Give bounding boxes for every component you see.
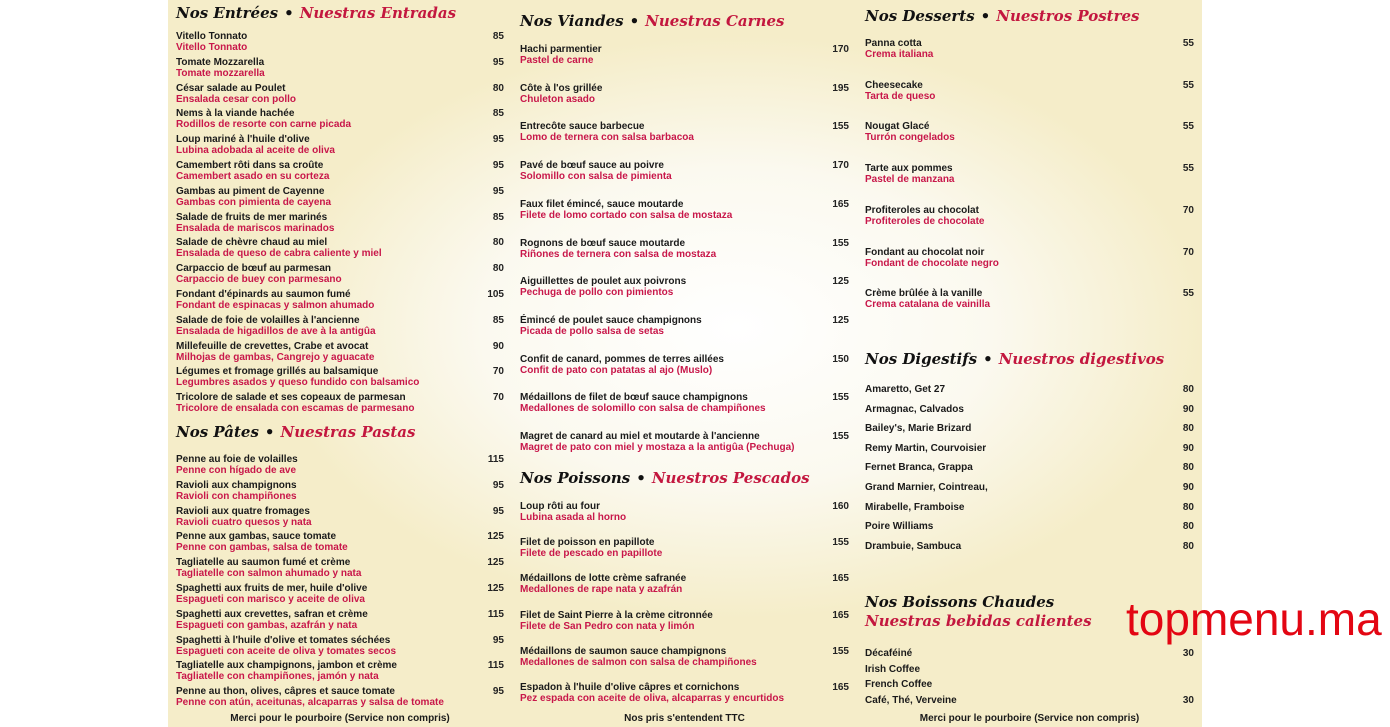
menu-item: [176, 263, 504, 285]
dish-name-es: Magret de pato con miel y mostaza a la antigûa (Pechuga): [520, 442, 795, 453]
section-title-es: Nuestras Entradas: [299, 4, 457, 22]
dish-name-fr: Tomate Mozzarella: [176, 56, 265, 68]
price: 80: [492, 263, 504, 275]
dish-name-fr: Nougat Glacé: [865, 121, 930, 133]
section-title-es: Nuestros Postres: [996, 7, 1140, 25]
price: 165: [832, 609, 849, 621]
price: 55: [1182, 79, 1194, 91]
dish-name-es: Ravioli cuatro quesos y nata: [176, 516, 312, 528]
price: 85: [492, 108, 504, 120]
price: 80: [492, 82, 504, 94]
menu-item: [520, 537, 849, 559]
section-title-es: Nuestras Pastas: [280, 423, 416, 441]
dish-name-fr: Faux filet émincé, sauce moutarde: [520, 198, 684, 210]
dish-name-fr: Décaféiné: [865, 648, 913, 659]
price: 95: [492, 479, 504, 491]
dish-name-fr: Profiteroles au chocolat: [865, 204, 979, 216]
dish-name-es: Crema italiana: [865, 49, 934, 60]
dish-name-fr: Nems à la viande hachée: [176, 108, 295, 120]
dish-name-es: Tricolore de ensalada con escamas de parmesano: [176, 403, 415, 415]
dish-name-fr: Armagnac, Calvados: [865, 403, 964, 415]
menu-item: [176, 57, 504, 79]
price: 55: [1182, 38, 1194, 49]
menu-item: [865, 288, 1194, 310]
price: 55: [1182, 121, 1194, 133]
price: 170: [832, 44, 849, 55]
menu-item: [865, 121, 1194, 143]
dish-name-fr: Remy Martin, Courvoisier: [865, 442, 987, 454]
dish-name-es: Penne con atún, aceitunas, alcaparras y salsa de tomate: [176, 697, 444, 709]
menu-item: [176, 686, 504, 708]
dish-name-fr: Magret de canard au miel et moutarde à l'ancienne: [520, 431, 760, 442]
menu-item: [865, 443, 1194, 454]
menu-item: [520, 44, 849, 66]
dish-name-fr: César salade au Poulet: [176, 82, 286, 94]
dish-name-fr: Loup rôti au four: [520, 501, 600, 512]
price: 155: [832, 537, 849, 549]
menu-item: [176, 392, 504, 414]
price: 105: [487, 289, 504, 300]
menu-item: [865, 404, 1194, 415]
bullet-separator: •: [636, 469, 646, 487]
dish-name-fr: Camembert rôti dans sa croûte: [176, 160, 324, 171]
menu-item: [865, 247, 1194, 269]
price: 95: [492, 134, 504, 146]
dish-name-fr: Café, Thé, Verveine: [865, 694, 957, 706]
dish-name-fr: Panna cotta: [865, 38, 922, 49]
dish-name-es: Espagueti con aceite de oliva y tomates secos: [176, 645, 397, 657]
dish-name-fr: Médaillons de filet de bœuf sauce champignons: [520, 392, 748, 404]
dish-name-es: Riñones de ternera con salsa de mostaza: [520, 248, 717, 260]
dish-name-es: Crema catalana de vainilla: [865, 299, 991, 311]
menu-item: [176, 583, 504, 605]
price: 80: [1182, 521, 1194, 533]
section-heading: [865, 593, 1092, 631]
menu-item: [176, 134, 504, 156]
dish-name-fr: French Coffee: [865, 679, 933, 690]
dish-name-es: Chuleton asado: [520, 93, 596, 105]
dish-name-es: Lubina asada al horno: [520, 512, 627, 523]
menu-item: [520, 315, 849, 337]
menu-item: [520, 276, 849, 298]
section-title-es: Nuestras Carnes: [645, 12, 785, 30]
dish-name-es: Penne con hígado de ave: [176, 465, 297, 476]
menu-item: [520, 431, 849, 453]
dish-name-es: Vitello Tonnato: [176, 42, 248, 53]
price: 150: [832, 353, 849, 365]
menu-item: [865, 423, 1194, 434]
price: 80: [492, 237, 504, 249]
section-title-fr: Nos Desserts: [865, 7, 975, 25]
dish-name-es: Carpaccio de buey con parmesano: [176, 274, 342, 286]
menu-item: [176, 212, 504, 234]
price: 195: [832, 82, 849, 94]
menu-item: [520, 392, 849, 414]
section-heading: [176, 423, 415, 441]
dish-name-fr: Aiguillettes de poulet aux poivrons: [520, 276, 687, 288]
dish-name-fr: Carpaccio de bœuf au parmesan: [176, 263, 332, 275]
dish-name-es: Camembert asado en su corteza: [176, 171, 330, 182]
dish-name-es: Milhojas de gambas, Cangrejo y aguacate: [176, 351, 375, 363]
price: 80: [1182, 501, 1194, 513]
dish-name-fr: Fondant au chocolat noir: [865, 246, 985, 258]
bullet-separator: •: [284, 4, 294, 22]
price: 155: [832, 645, 849, 657]
dish-name-es: Filete de lomo cortado con salsa de mostaza: [520, 209, 733, 221]
menu-item: [176, 635, 504, 657]
dish-name-es: Lubina adobada al aceite de oliva: [176, 145, 335, 157]
dish-name-es: Ravioli con champiñones: [176, 490, 297, 502]
menu-item: [520, 238, 849, 260]
dish-name-es: Pastel de carne: [520, 55, 594, 66]
dish-name-fr: Tricolore de salade et ses copeaux de parmesan: [176, 392, 406, 404]
price: 95: [492, 686, 504, 698]
dish-name-fr: Loup mariné à l'huile d'olive: [176, 134, 310, 146]
dish-name-es: Espagueti con gambas, azafrán y nata: [176, 619, 358, 631]
menu-item: [520, 121, 849, 143]
dish-name-es: Medallones de rape nata y azafrán: [520, 584, 683, 596]
section-title-fr: Nos Digestifs: [865, 350, 978, 368]
price: 125: [487, 583, 504, 594]
price: 90: [1182, 403, 1194, 415]
price: 170: [832, 160, 849, 172]
section-title-es: Nuestras bebidas calientes: [865, 612, 1092, 630]
dish-name-fr: Drambuie, Sambuca: [865, 540, 962, 552]
menu-item: [176, 557, 504, 579]
dish-name-es: Pastel de manzana: [865, 174, 955, 186]
dish-name-fr: Salade de fruits de mer marinés: [176, 211, 328, 223]
price: 70: [1182, 246, 1194, 258]
dish-name-fr: Tagliatelle au saumon fumé et crème: [176, 557, 351, 569]
section-title-fr: Nos Pâtes: [176, 423, 259, 441]
price: 30: [1182, 648, 1194, 659]
price: 70: [1182, 204, 1194, 216]
dish-name-es: Espagueti con marisco y aceite de oliva: [176, 594, 365, 605]
dish-name-fr: Tarte aux pommes: [865, 163, 953, 175]
dish-name-es: Tarta de queso: [865, 90, 936, 102]
menu-item: [865, 462, 1194, 473]
watermark-logo: topmenu.ma: [1126, 593, 1382, 645]
menu-item: [520, 160, 849, 182]
price: 155: [832, 392, 849, 404]
section-title-es: Nuestros Pescados: [651, 469, 810, 487]
menu-item: [865, 205, 1194, 227]
dish-name-fr: Filet de poisson en papillote: [520, 537, 655, 549]
section-heading: [520, 12, 784, 30]
dish-name-fr: Émincé de poulet sauce champignons: [520, 314, 702, 326]
dish-name-es: Medallones de salmon con salsa de champiñones: [520, 656, 757, 668]
dish-name-fr: Spaghetti aux fruits de mer, huile d'olive: [176, 583, 368, 594]
price: 125: [487, 531, 504, 543]
dish-name-es: Pechuga de pollo con pimientos: [520, 287, 674, 299]
menu-item: [865, 695, 1194, 706]
bullet-separator: •: [983, 350, 993, 368]
dish-name-fr: Confit de canard, pommes de terres aillées: [520, 353, 724, 365]
price: 155: [832, 431, 849, 442]
dish-name-fr: Ravioli aux champignons: [176, 479, 297, 491]
dish-name-es: Tagliatelle con salmon ahumado y nata: [176, 568, 362, 580]
price: 125: [832, 276, 849, 288]
section-heading: [176, 4, 456, 22]
dish-name-es: Fondant de chocolate negro: [865, 257, 999, 269]
menu-item: [865, 541, 1194, 552]
dish-name-es: Ensalada de mariscos marinados: [176, 222, 335, 234]
menu-item: [865, 679, 1194, 690]
menu-item: [865, 38, 1194, 60]
price: 55: [1182, 288, 1194, 300]
dish-name-fr: Salade de chèvre chaud au miel: [176, 237, 328, 249]
price: 155: [832, 121, 849, 133]
menu-item: [176, 506, 504, 528]
menu-item: [176, 660, 504, 682]
menu-item: [176, 531, 504, 553]
menu-item: [176, 289, 504, 311]
footer-note: Nos pris s'entendent TTC: [624, 713, 745, 724]
dish-name-fr: Filet de Saint Pierre à la crème citronnée: [520, 609, 713, 621]
dish-name-fr: Crème brûlée à la vanille: [865, 288, 983, 300]
dish-name-fr: Fernet Branca, Grappa: [865, 462, 973, 474]
dish-name-es: Rodillos de resorte con carne picada: [176, 119, 352, 131]
bullet-separator: •: [629, 12, 640, 30]
price: 95: [492, 505, 504, 517]
price: 165: [832, 573, 849, 585]
dish-name-es: Penne con gambas, salsa de tomate: [176, 542, 348, 554]
menu-item: [176, 609, 504, 631]
dish-name-fr: Irish Coffee: [865, 663, 921, 675]
dish-name-es: Solomillo con salsa de pimienta: [520, 171, 672, 183]
menu-item: [176, 480, 504, 502]
menu-item: [520, 501, 849, 523]
menu-item: [520, 646, 849, 668]
dish-name-fr: Millefeuille de crevettes, Crabe et avocat: [176, 340, 369, 352]
section-heading: [520, 469, 810, 487]
dish-name-es: Medallones de solomillo con salsa de champiñones: [520, 403, 766, 415]
dish-name-es: Ensalada cesar con pollo: [176, 93, 297, 105]
dish-name-fr: Penne aux gambas, sauce tomate: [176, 531, 337, 543]
price: 70: [492, 366, 504, 378]
price: 115: [487, 454, 504, 465]
dish-name-es: Ensalada de higadillos de ave à la antigûa: [176, 325, 376, 337]
dish-name-es: Pez espada con aceite de oliva, alcaparras y encurtidos: [520, 693, 785, 704]
dish-name-fr: Entrecôte sauce barbecue: [520, 121, 645, 133]
section-title-fr: Nos Viandes: [520, 12, 624, 30]
section-heading: [865, 350, 1164, 368]
menu-item: [865, 521, 1194, 532]
price: 160: [832, 501, 849, 512]
price: 115: [487, 660, 504, 672]
section-title-fr: Nos Poissons: [520, 469, 631, 487]
menu-item: [176, 108, 504, 130]
section-heading: [865, 7, 1140, 25]
menu-item: [520, 83, 849, 105]
price: 80: [1182, 384, 1194, 395]
dish-name-es: Filete de San Pedro con nata y limón: [520, 620, 695, 632]
dish-name-fr: Amaretto, Get 27: [865, 384, 946, 395]
price: 95: [492, 160, 504, 171]
dish-name-fr: Côte à l'os grillée: [520, 82, 603, 94]
dish-name-es: Tagliatelle con champiñones, jamón y nata: [176, 671, 379, 683]
dish-name-es: Confit de pato con patatas al ajo (Muslo): [520, 364, 713, 376]
menu-item: [520, 354, 849, 376]
dish-name-fr: Médaillons de lotte crème safranée: [520, 573, 687, 585]
dish-name-es: Turrón congelados: [865, 132, 955, 144]
menu-item: [176, 186, 504, 208]
dish-name-fr: Médaillons de saumon sauce champignons: [520, 645, 727, 657]
price: 90: [1182, 482, 1194, 493]
dish-name-fr: Rognons de bœuf sauce moutarde: [520, 237, 686, 249]
price: 95: [492, 56, 504, 68]
price: 55: [1182, 163, 1194, 175]
menu-item: [176, 341, 504, 363]
menu-item: [176, 366, 504, 388]
section-title-fr: Nos Boissons Chaudes: [865, 593, 1055, 611]
dish-name-fr: Penne au foie de volailles: [176, 454, 298, 465]
price: 80: [1182, 540, 1194, 552]
dish-name-es: Picada de pollo salsa de setas: [520, 325, 664, 337]
dish-name-fr: Tagliatelle aux champignons, jambon et crème: [176, 660, 397, 672]
price: 80: [1182, 462, 1194, 474]
dish-name-es: Tomate mozzarella: [176, 67, 265, 79]
menu-item: [520, 610, 849, 632]
section-title-fr: Nos Entrées: [176, 4, 279, 22]
price: 95: [492, 634, 504, 646]
menu-item: [865, 384, 1194, 395]
menu-item: [176, 315, 504, 337]
price: 165: [832, 198, 849, 210]
menu-item: [520, 573, 849, 595]
dish-name-fr: Spaghetti aux crevettes, safran et crème: [176, 608, 368, 620]
price: 165: [832, 682, 849, 693]
dish-name-fr: Salade de foie de volailles à l'ancienne: [176, 314, 360, 326]
dish-name-es: Lomo de ternera con salsa barbacoa: [520, 132, 694, 144]
price: 125: [832, 314, 849, 326]
footer-note: Merci pour le pourboire (Service non compris): [919, 713, 1140, 724]
menu-item: [865, 482, 1194, 493]
menu-item: [176, 31, 504, 53]
dish-name-fr: Gambas au piment de Cayenne: [176, 185, 325, 197]
price: 85: [492, 31, 504, 42]
dish-name-fr: Pavé de bœuf sauce au poivre: [520, 160, 664, 172]
section-title-es: Nuestros digestivos: [998, 350, 1165, 368]
menu-item: [176, 454, 504, 476]
menu-item: [176, 160, 504, 182]
dish-name-fr: Hachi parmentier: [520, 44, 602, 55]
price: 90: [492, 340, 504, 352]
menu-item: [176, 237, 504, 259]
price: 80: [1182, 423, 1194, 435]
dish-name-es: Profiteroles de chocolate: [865, 215, 985, 227]
price: 115: [487, 608, 504, 620]
dish-name-es: Legumbres asados y queso fundido con balsamico: [176, 377, 420, 389]
price: 155: [832, 237, 849, 249]
price: 90: [1182, 442, 1194, 454]
menu-item: [865, 648, 1194, 659]
dish-name-fr: Mirabelle, Framboise: [865, 501, 965, 513]
dish-name-es: Filete de pescado en papillote: [520, 548, 663, 560]
menu-item: [865, 502, 1194, 513]
dish-name-fr: Espadon à l'huile d'olive câpres et cornichons: [520, 682, 740, 693]
menu-item: [865, 80, 1194, 102]
footer-note: Merci pour le pourboire (Service non compris): [230, 713, 450, 724]
price: 70: [492, 392, 504, 404]
dish-name-fr: Ravioli aux quatre fromages: [176, 505, 310, 517]
dish-name-fr: Penne au thon, olives, câpres et sauce tomate: [176, 686, 395, 698]
dish-name-fr: Fondant d'épinards au saumon fumé: [176, 289, 351, 300]
dish-name-fr: Cheesecake: [865, 79, 923, 91]
menu-item: [865, 664, 1194, 675]
dish-name-fr: Grand Marnier, Cointreau,: [865, 482, 988, 493]
dish-name-es: Fondant de espinacas y salmon ahumado: [176, 300, 375, 311]
dish-name-fr: Légumes et fromage grillés au balsamique: [176, 366, 379, 378]
dish-name-fr: Vitello Tonnato: [176, 31, 248, 42]
bullet-separator: •: [264, 423, 275, 441]
menu-item: [520, 199, 849, 221]
menu-column-1: [168, 0, 512, 727]
dish-name-fr: Poire Williams: [865, 521, 934, 533]
dish-name-fr: Spaghetti à l'huile d'olive et tomates séchées: [176, 634, 391, 646]
dish-name-es: Ensalada de queso de cabra caliente y miel: [176, 248, 382, 260]
price: 85: [492, 211, 504, 223]
menu-item: [176, 83, 504, 105]
dish-name-fr: Bailey's, Marie Brizard: [865, 423, 972, 435]
price: 30: [1182, 694, 1194, 706]
dish-name-es: Gambas con pimienta de cayena: [176, 196, 332, 208]
price: 85: [492, 314, 504, 326]
menu-column-2: [512, 0, 857, 727]
menu-page: [168, 0, 1202, 727]
bullet-separator: •: [980, 7, 991, 25]
menu-item: [520, 682, 849, 704]
price: 95: [492, 185, 504, 197]
price: 125: [487, 557, 504, 569]
menu-item: [865, 163, 1194, 185]
